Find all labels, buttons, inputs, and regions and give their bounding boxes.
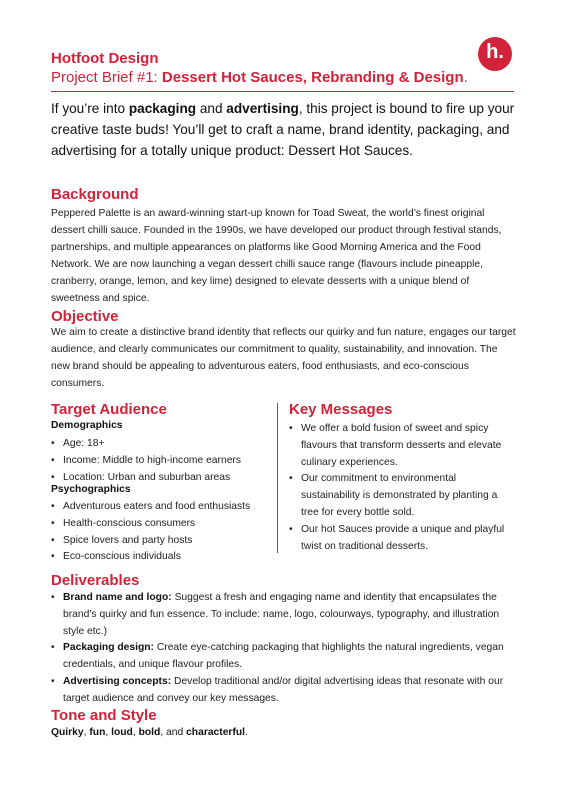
intro-text-2: and [196, 101, 227, 116]
background-heading: Background [51, 186, 139, 203]
tone-sep: , [83, 727, 90, 738]
key-messages-list [289, 421, 517, 555]
brief-subtitle [51, 69, 468, 86]
tone-sep: , [132, 727, 139, 738]
tone-sep: , and [160, 727, 187, 738]
brief-title: Dessert Hot Sauces, Rebranding & Design [161, 69, 464, 86]
deliverable-label: Brand name and logo: [63, 592, 172, 603]
intro-paragraph [51, 98, 516, 161]
brief-suffix: . [463, 69, 468, 86]
list-item [51, 590, 519, 640]
demographics-list [51, 436, 273, 486]
tone-sep: , [105, 727, 112, 738]
tone-sep: . [245, 727, 248, 738]
key-messages-heading: Key Messages [289, 401, 393, 418]
deliverable-text: Create eye-catching packaging that highlights the natural ingredients, vegan credentials, and unique flavour profiles. [63, 642, 504, 671]
list-item: • Our hot Sauces provide a unique and playful twist on traditional desserts. [289, 522, 517, 556]
list-item: • Eco-conscious individuals [51, 549, 273, 566]
list-item: • We offer a bold fusion of sweet and spicy flavours that transform desserts and elevate culinary experiences. [289, 421, 517, 471]
deliverable-text: Suggest a fresh and engaging name and identity that encapsulates the brand’s quirky and fun essence. To include: name, logo, colourways, typography, and illustration style etc.) [63, 592, 500, 637]
tone-heading: Tone and Style [51, 707, 157, 724]
tone-word: loud [111, 727, 133, 738]
background-text: Peppered Palette is an award-winning start-up known for Toad Sweat, the world’s finest original dessert chilli sauce. Founded in the 1990s, we have developed our product through festival stands, partnerships, and multiple appearances on platforms like Good Morning America and the Food Network. We are now launching a vegan dessert chilli sauce range (flavours include pineapple, cranberry, orange, lemon, and key lime) designed to elevate desserts with a unique blend of sweetness and spice. [51, 208, 502, 304]
psychographics-list [51, 499, 273, 566]
tone-word: Quirky [51, 727, 84, 738]
tone-word: characterful [186, 727, 246, 738]
list-item: • Income: Middle to high-income earners [51, 453, 273, 470]
list-item: • Spice lovers and party hosts [51, 533, 273, 550]
deliverable-label: Packaging design: [63, 642, 154, 654]
tone-text [51, 727, 248, 738]
intro-bold-advertising: advertising [226, 101, 299, 116]
psychographics-label: Psychographics [51, 484, 131, 495]
tone-word: fun [89, 727, 106, 738]
list-item: • Our commitment to environmental sustainability is demonstrated by planting a tree for every bottle sold. [289, 471, 517, 521]
intro-bold-packaging: packaging [128, 101, 197, 116]
deliverable-label: Advertising concepts: [63, 675, 172, 687]
deliverables-list [51, 590, 519, 708]
list-item: • Health-conscious consumers [51, 516, 273, 533]
list-item: • Age: 18+ [51, 436, 273, 453]
tone-word: bold [138, 727, 161, 738]
intro-text-1: If you’re into [51, 101, 129, 116]
deliverables-heading: Deliverables [51, 572, 140, 589]
deliverable-text: Develop traditional and/or digital advertising ideas that resonate with our target audience and convey our key messages. [63, 675, 504, 704]
brief-prefix: Project Brief #1: [51, 69, 162, 86]
company-name: Hotfoot Design [51, 50, 159, 67]
list-item [51, 640, 519, 674]
objective-heading: Objective [51, 308, 119, 325]
list-item: • Location: Urban and suburban areas [51, 470, 273, 487]
target-audience-heading: Target Audience [51, 401, 167, 418]
hotfoot-logo: h. [478, 37, 512, 71]
header-divider [51, 91, 514, 92]
list-item: • Adventurous eaters and food enthusiasts [51, 499, 273, 516]
intro-text-3: , this project is bound to fire up your creative taste buds! You’ll get to craft a name, brand identity, packaging, and advertising for a totally unique product: Dessert Hot Sauces. [51, 101, 515, 158]
demographics-label: Demographics [51, 420, 123, 431]
objective-text: We aim to create a distinctive brand identity that reflects our quirky and fun nature, engages our target audience, and clearly communicates our commitment to quality, sustainability, and innovation. The new brand should be appealing to adventurous eaters, food enthusiasts, and eco-conscious consumers. [51, 327, 516, 389]
list-item [51, 674, 519, 708]
column-divider [277, 403, 278, 553]
